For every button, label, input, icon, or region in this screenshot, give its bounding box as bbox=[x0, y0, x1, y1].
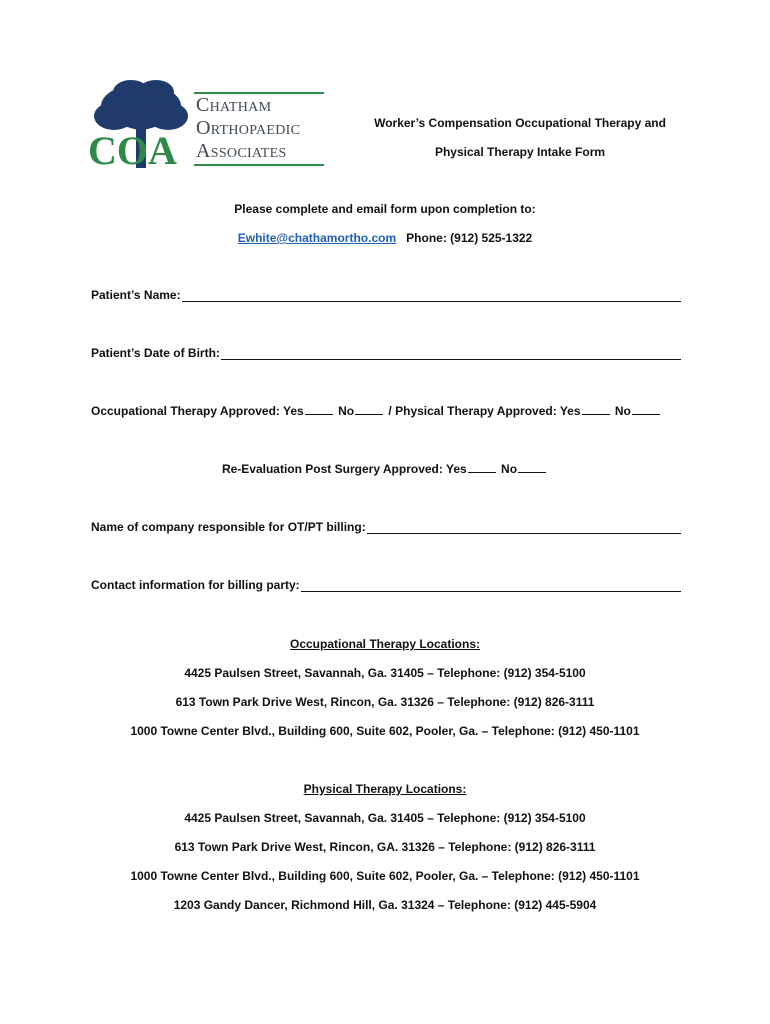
billing-contact-label: Contact information for billing party: bbox=[91, 578, 300, 592]
logo-word-chatham: Chatham bbox=[196, 94, 272, 116]
ot-yes-blank[interactable] bbox=[305, 404, 333, 415]
billing-company-blank[interactable] bbox=[367, 521, 681, 534]
tree-logo-icon bbox=[86, 78, 196, 174]
ot-locations-heading: Occupational Therapy Locations: bbox=[289, 637, 481, 651]
reeval-no-blank[interactable] bbox=[518, 462, 546, 473]
ot-location-item: 4425 Paulsen Street, Savannah, Ga. 31405 – Telephone: (912) 354-5100 bbox=[184, 666, 586, 680]
billing-contact-field[interactable] bbox=[91, 578, 681, 592]
pt-location-item: 613 Town Park Drive West, Rincon, GA. 31326 – Telephone: (912) 826-3111 bbox=[174, 840, 596, 854]
ot-location-item: 613 Town Park Drive West, Rincon, Ga. 31326 – Telephone: (912) 826-3111 bbox=[175, 695, 595, 709]
chatham-orthopaedic-logo bbox=[86, 78, 326, 174]
patient-name-field[interactable] bbox=[91, 288, 681, 302]
email-link[interactable]: Ewhite@chathamortho.com bbox=[237, 231, 397, 245]
dob-field[interactable] bbox=[91, 346, 681, 360]
pt-approved-label: Physical Therapy Approved: Yes bbox=[395, 404, 581, 418]
ot-location-item: 1000 Towne Center Blvd., Building 600, Suite 602, Pooler, Ga. – Telephone: (912) 450-1101 bbox=[130, 724, 640, 738]
logo-initials: COA bbox=[88, 128, 177, 173]
ot-no-blank[interactable] bbox=[355, 404, 383, 415]
pt-no-label: No bbox=[614, 404, 631, 418]
approval-separator: / bbox=[388, 404, 392, 418]
instructions-text: Please complete and email form upon completion to: bbox=[234, 202, 536, 216]
pt-location-item: 1000 Towne Center Blvd., Building 600, Suite 602, Pooler, Ga. – Telephone: (912) 450-1101 bbox=[130, 869, 640, 883]
reeval-no-label: No bbox=[501, 462, 518, 476]
reeval-yes-blank[interactable] bbox=[468, 462, 496, 473]
pt-locations-heading: Physical Therapy Locations: bbox=[303, 782, 467, 796]
therapy-approval-row bbox=[91, 404, 681, 418]
ot-no-label: No bbox=[338, 404, 355, 418]
patient-name-label: Patient’s Name: bbox=[91, 288, 181, 302]
pt-location-item: 1203 Gandy Dancer, Richmond Hill, Ga. 31324 – Telephone: (912) 445-5904 bbox=[173, 898, 597, 912]
reevaluation-label: Re-Evaluation Post Surgery Approved: Yes bbox=[221, 462, 467, 476]
dob-blank[interactable] bbox=[221, 347, 681, 360]
logo-word-associates: Associates bbox=[196, 140, 287, 162]
pt-location-item: 4425 Paulsen Street, Savannah, Ga. 31405 – Telephone: (912) 354-5100 bbox=[184, 811, 586, 825]
form-title-line-2: Physical Therapy Intake Form bbox=[434, 145, 606, 159]
dob-label: Patient’s Date of Birth: bbox=[91, 346, 220, 360]
billing-contact-blank[interactable] bbox=[301, 579, 681, 592]
patient-name-blank[interactable] bbox=[182, 289, 681, 302]
logo-word-orthopaedic: Orthopaedic bbox=[196, 117, 301, 139]
pt-no-blank[interactable] bbox=[632, 404, 660, 415]
billing-company-field[interactable] bbox=[91, 520, 681, 534]
pt-yes-blank[interactable] bbox=[582, 404, 610, 415]
contact-line bbox=[0, 231, 770, 245]
form-title-line-1: Worker’s Compensation Occupational Therapy and bbox=[374, 116, 666, 130]
ot-approved-label: Occupational Therapy Approved: Yes bbox=[91, 404, 304, 418]
logo-rule-bottom bbox=[194, 164, 324, 166]
billing-company-label: Name of company responsible for OT/PT billing: bbox=[91, 520, 366, 534]
reevaluation-row bbox=[0, 462, 770, 476]
phone-text: Phone: (912) 525-1322 bbox=[406, 231, 533, 245]
